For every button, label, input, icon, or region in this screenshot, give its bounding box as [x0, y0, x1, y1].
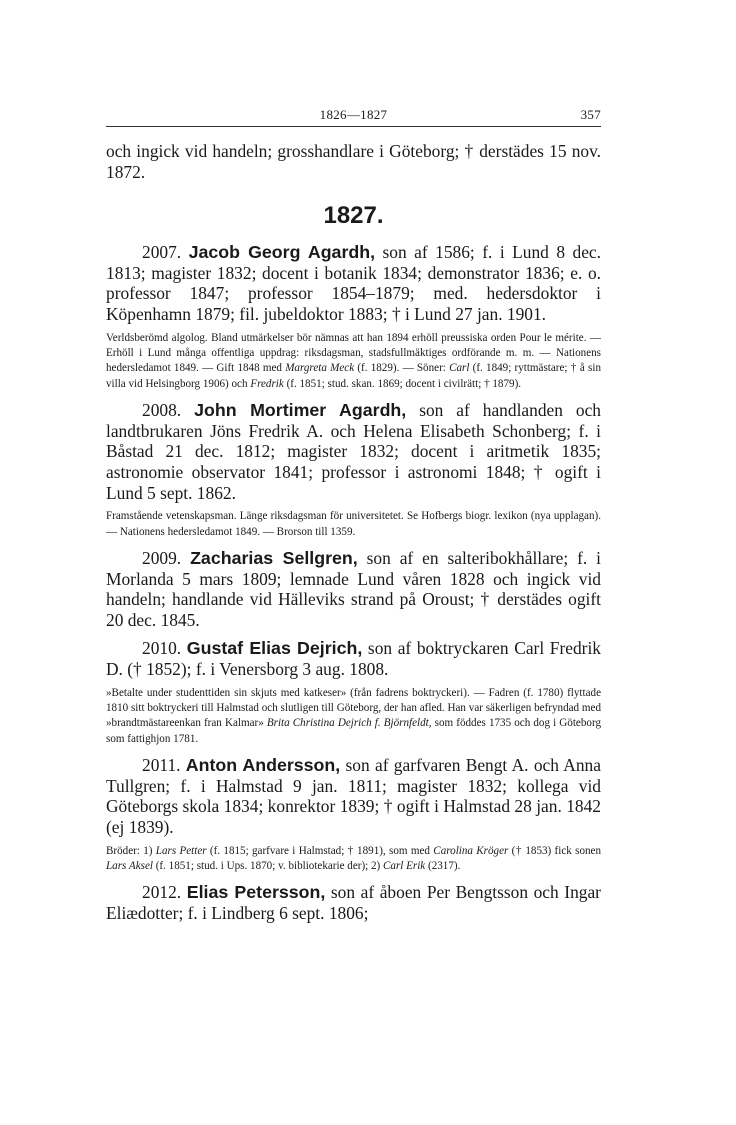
note-person-name: Lars Aksel	[106, 859, 153, 872]
entry-number: 2008.	[142, 400, 182, 421]
entry-body: son af garfvaren Bengt A. och Anna Tullgren; f. i Halmstad 9 jan. 1811; magister 1832; kollega vid Göteborgs skola 1834; konrektor 1839; † ogift i Halmstad 28 jan. 1842 (ej 1839).	[106, 755, 601, 837]
entry-body: son af 1586; f. i Lund 8 dec. 1813; magister 1832; docent i botanik 1834; demonstrator 1836; e. o. professor 1847; professor 1854–1879; med. hedersdoktor i Köpenhamn 1879; fil. jubeldoktor 1883; † i Lund 27 jan. 1901.	[106, 242, 601, 324]
note-person-name: Carl	[449, 362, 470, 375]
entries-list	[106, 242, 601, 923]
note-person-name: Fredrik	[250, 377, 284, 390]
note-person-name: Brita Christina Dejrich f. Björnfeldt,	[266, 717, 432, 730]
year-heading: 1827.	[323, 202, 384, 230]
note-person-name: Margreta Meck	[285, 362, 355, 375]
register-entry	[106, 638, 601, 747]
note-text: som föddes 1735 och dog i Göteborg som fattighjon 1781.	[106, 717, 601, 745]
entry-text	[106, 242, 601, 324]
entry-note	[106, 686, 601, 748]
entry-name: Elias Petersson,	[186, 882, 326, 903]
entry-text	[106, 400, 601, 503]
note-text: Bröder: 1)	[106, 844, 156, 857]
header-rule	[106, 126, 601, 127]
entry-body: son af åboen Per Bengtsson och Ingar Eliædotter; f. i Lindberg 6 sept. 1806;	[106, 882, 601, 923]
entry-number: 2012.	[142, 882, 182, 903]
entry-text	[106, 548, 601, 630]
running-header	[106, 104, 601, 126]
entry-note	[106, 331, 601, 393]
note-text: (f. 1815; garfvare i Halmstad; † 1891), som med	[206, 844, 434, 857]
entry-note	[106, 844, 601, 875]
entry-body: son af handlanden och landtbrukaren Jöns Fredrik A. och Helena Elisabeth Schonberg; f. i Båstad 21 dec. 1812; magister 1832; docent i aritmetik 1835; astronomie observator 1841; professor i astronomi 1848; † ogift i Lund 5 sept. 1862.	[106, 400, 601, 503]
note-person-name: Carolina Kröger	[433, 844, 509, 857]
entry-name: Anton Andersson,	[185, 755, 341, 776]
book-page	[106, 104, 601, 924]
note-text: (f. 1851; stud. i Ups. 1870; v. bibliotekarie der); 2)	[152, 859, 384, 872]
header-years: 1826—1827	[319, 107, 388, 122]
entry-name: Gustaf Elias Dejrich,	[186, 638, 363, 659]
note-text: (f. 1849; ryttmästare; † å sin villa vid Helsingborg 1906) och	[106, 362, 601, 390]
entry-text	[106, 638, 601, 679]
register-entry	[106, 400, 601, 540]
entry-number: 2009.	[142, 547, 182, 568]
entry-name: Jacob Georg Agardh,	[188, 242, 376, 263]
note-text: (f. 1851; stud. skan. 1869; docent i civilrätt; † 1879).	[283, 377, 522, 390]
entry-text	[106, 882, 601, 923]
continuation-text: och ingick vid handeln; grosshandlare i Göteborg; † derstädes 15 nov. 1872.	[106, 141, 601, 182]
page-number: 357	[580, 107, 601, 122]
note-text: (2317).	[425, 859, 461, 872]
note-text: Verldsberömd algolog. Bland utmärkelser bör nämnas att han 1894 erhöll preussiska orden Pour le mérite. — Erhöll i Lund många offentliga uppdrag: riksdagsman, stadsfullmäktiges ordförande m. m. — Nationens hedersledamot 1849. — Gift 1848 med	[106, 331, 601, 375]
note-text: (f. 1829). — Söner:	[354, 362, 450, 375]
note-text: († 1853) fick sonen	[508, 844, 602, 857]
note-text: »Betalte under studenttiden sin skjuts med katkeser» (från fadrens boktryckeri). — Fadren (f. 1780) flyttade 1810 sitt boktryckeri till Halmstad och slutligen till Göteborg, der han afled. Han var säkerligen befryndad med »brandtmästareenkan fran Kalmar»	[106, 686, 601, 730]
entry-body: son af en salteribokhållare; f. i Morlanda 5 mars 1809; lemnade Lund våren 1828 och ingick vid handeln; handlande vid Hälleviks strand på Oroust; † derstädes ogift 20 dec. 1845.	[106, 547, 601, 630]
entry-body: son af boktryckaren Carl Fredrik D. († 1852); f. i Venersborg 3 aug. 1808.	[106, 638, 601, 679]
entry-number: 2010.	[142, 638, 182, 659]
note-person-name: Carl Erik	[383, 859, 426, 872]
register-entry	[106, 242, 601, 392]
register-entry	[106, 548, 601, 630]
entry-text	[106, 755, 601, 837]
entry-number: 2011.	[142, 755, 181, 776]
entry-name: John Mortimer Agardh,	[194, 400, 407, 421]
note-text: Framstående vetenskapsman. Länge riksdagsman för universitetet. Se Hofbergs biogr. lexikon (nya upplagan). — Nationens hedersledamot 1849. — Brorson till 1359.	[106, 510, 601, 538]
register-entry	[106, 882, 601, 923]
entry-name: Zacharias Sellgren,	[190, 547, 358, 568]
entry-number: 2007.	[142, 242, 182, 263]
note-person-name: Lars Petter	[155, 844, 207, 857]
register-entry	[106, 755, 601, 874]
entry-note	[106, 509, 601, 540]
